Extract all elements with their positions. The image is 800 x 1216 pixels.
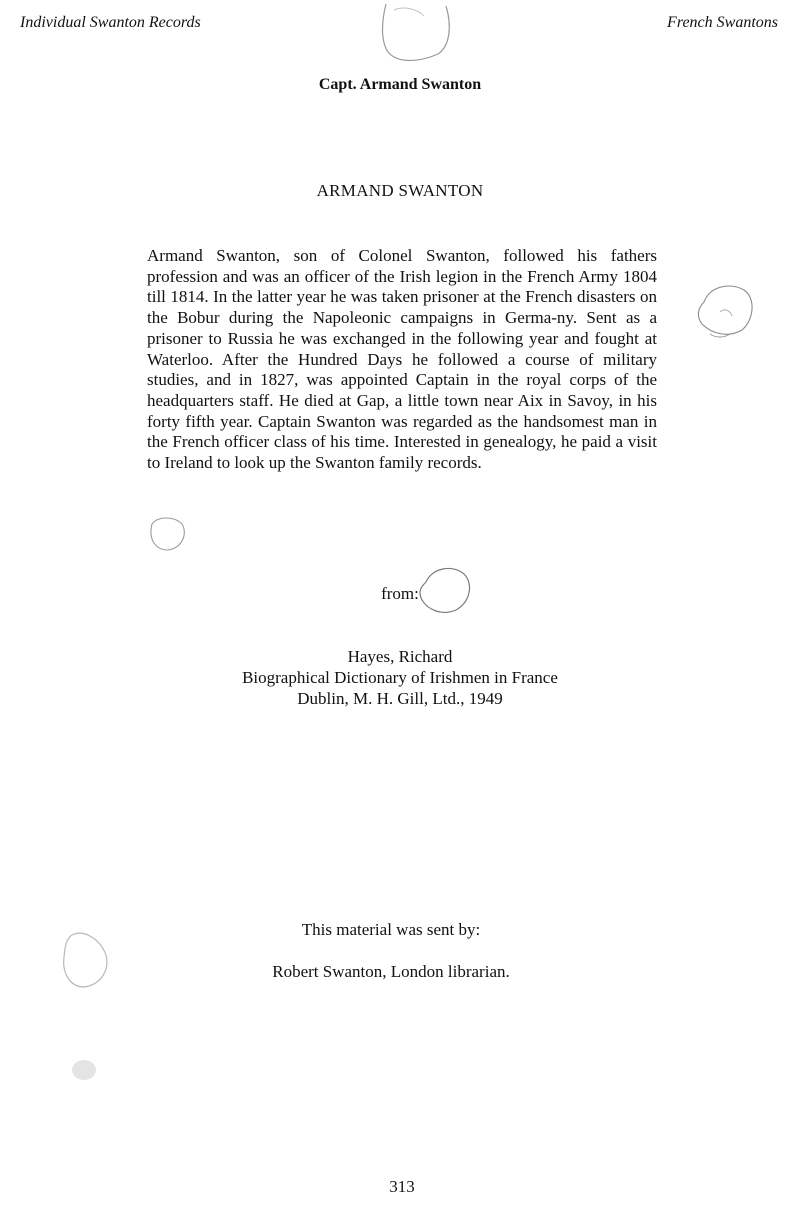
section-heading: ARMAND SWANTON (316, 181, 484, 200)
biography-paragraph: Armand Swanton, son of Colonel Swanton, followed his fathers profession and was an officer of the Irish legion in the French Army 1804 till 1814. In the latter year he was taken prisoner at the French disasters on the Bobur during the Napoleonic campaigns in Germa-ny. Sent as a prisoner to Russia he was exchanged in the following year and fought at Waterloo. After the Hundred Days he followed a course of military studies, and in 1827, was appointed Captain in the royal corps of the headquarters staff. He died at Gap, a little town near Aix in Savoy, in his forty fifth year. Captain Swanton was regarded as the handsomest man in the French officer class of his time. Interested in genealogy, he paid a visit to Ireland to look up the Swanton family records. (147, 246, 657, 473)
paper-stain-left (140, 510, 200, 560)
citation-publication: Dublin, M. H. Gill, Ltd., 1949 (297, 689, 503, 708)
paper-stain-top (372, 0, 462, 70)
record-title: Capt. Armand Swanton (318, 76, 482, 93)
citation-author: Hayes, Richard (347, 647, 453, 666)
citation-title: Biographical Dictionary of Irishmen in France (242, 668, 558, 687)
from-label: from: (381, 584, 419, 603)
paper-stain-right (690, 278, 770, 348)
sent-by-label: This material was sent by: (301, 920, 481, 939)
paper-smudge-lower-left (60, 1050, 110, 1090)
page-number: 313 (389, 1177, 415, 1196)
running-header-left: Individual Swanton Records (20, 14, 201, 31)
running-header-right: French Swantons (667, 14, 778, 31)
citation (0, 646, 800, 709)
sender-line: Robert Swanton, London librarian. (272, 962, 510, 981)
